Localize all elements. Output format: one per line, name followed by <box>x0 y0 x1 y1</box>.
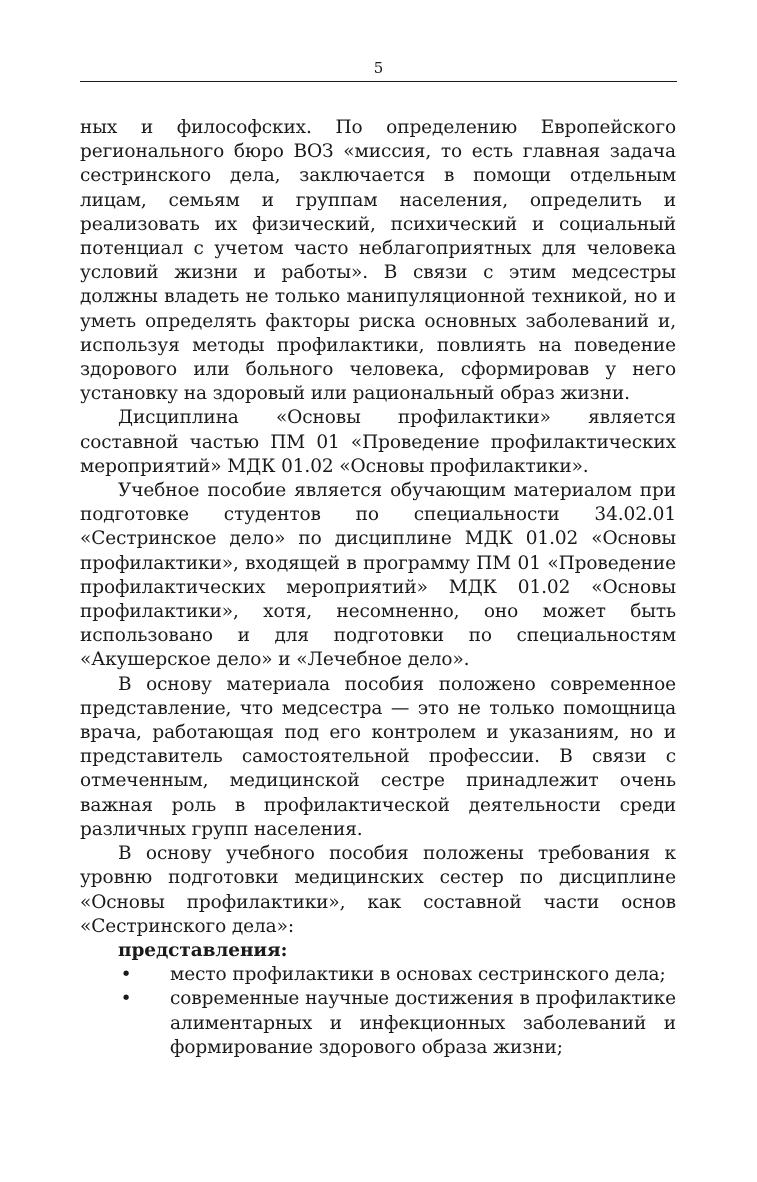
bullet-icon: • <box>120 988 132 1010</box>
page-number: 5 <box>373 59 384 77</box>
paragraph: Дисциплина «Основы профилактики» является составной частью ПМ 01 «Проведение профилактических мероприятий» МДК 01.02 «Основы профилактики». <box>80 407 676 477</box>
list-item <box>80 987 676 1060</box>
bullet-icon: • <box>120 964 132 986</box>
paragraph: В основу учебного пособия положены требования к уровню подготовки медицинских сестер по дисциплине «Основы профилактики», как составной части основ «Сестринского дела»: <box>80 843 676 937</box>
list-item-text: место профилактики в основах сестринского дела; <box>170 964 666 986</box>
paragraph: Учебное пособие является обучающим материалом при подготовке студентов по специальности 34.02.01 «Сестринское дело» по дисциплине МДК 01.02 «Основы профилактики», входящей в программу ПМ 01 «Проведение профилактических мероприятий» МДК 01.02 «Основы профилактики», хотя, несомненно, оно может быть использовано и для подготовки по специальностям «Акушерское дело» и «Лечебное дело». <box>80 480 676 671</box>
paragraph-continuation: ных и философских. По определению Европейского регионального бюро ВОЗ «миссия, то есть главная задача сестринского дела, заключается в помощи отдельным лицам, семьям и группам населения, определить и реализовать их физический, психический и социальный потенциал с учетом часто неблагоприятных для человека условий жизни и работы». В связи с этим медсестры должны владеть не только манипуляционной техникой, но и уметь определять факторы риска основных заболеваний и, используя методы профилактики, повлиять на поведение здорового или больного человека, сформировав у него установку на здоровый или рациональный образ жизни. <box>80 117 676 405</box>
paragraph: В основу материала пособия положено современное представление, что медсестра — это не только помощница врача, работающая под его контролем и указаниям, но и представитель самостоятельной профессии. В связи с отмеченным, медицинской сестре принадлежит очень важная роль в профилактической деятельности среди различных групп населения. <box>80 673 676 840</box>
text-body <box>80 116 676 1060</box>
bullet-list <box>80 963 676 1060</box>
list-item-text: современные научные достижения в профилактике алиментарных и инфекционных заболеваний и формирование здорового образа жизни; <box>170 988 676 1058</box>
header-rule <box>80 81 677 82</box>
list-item <box>80 963 676 987</box>
section-heading: представления: <box>118 939 288 961</box>
